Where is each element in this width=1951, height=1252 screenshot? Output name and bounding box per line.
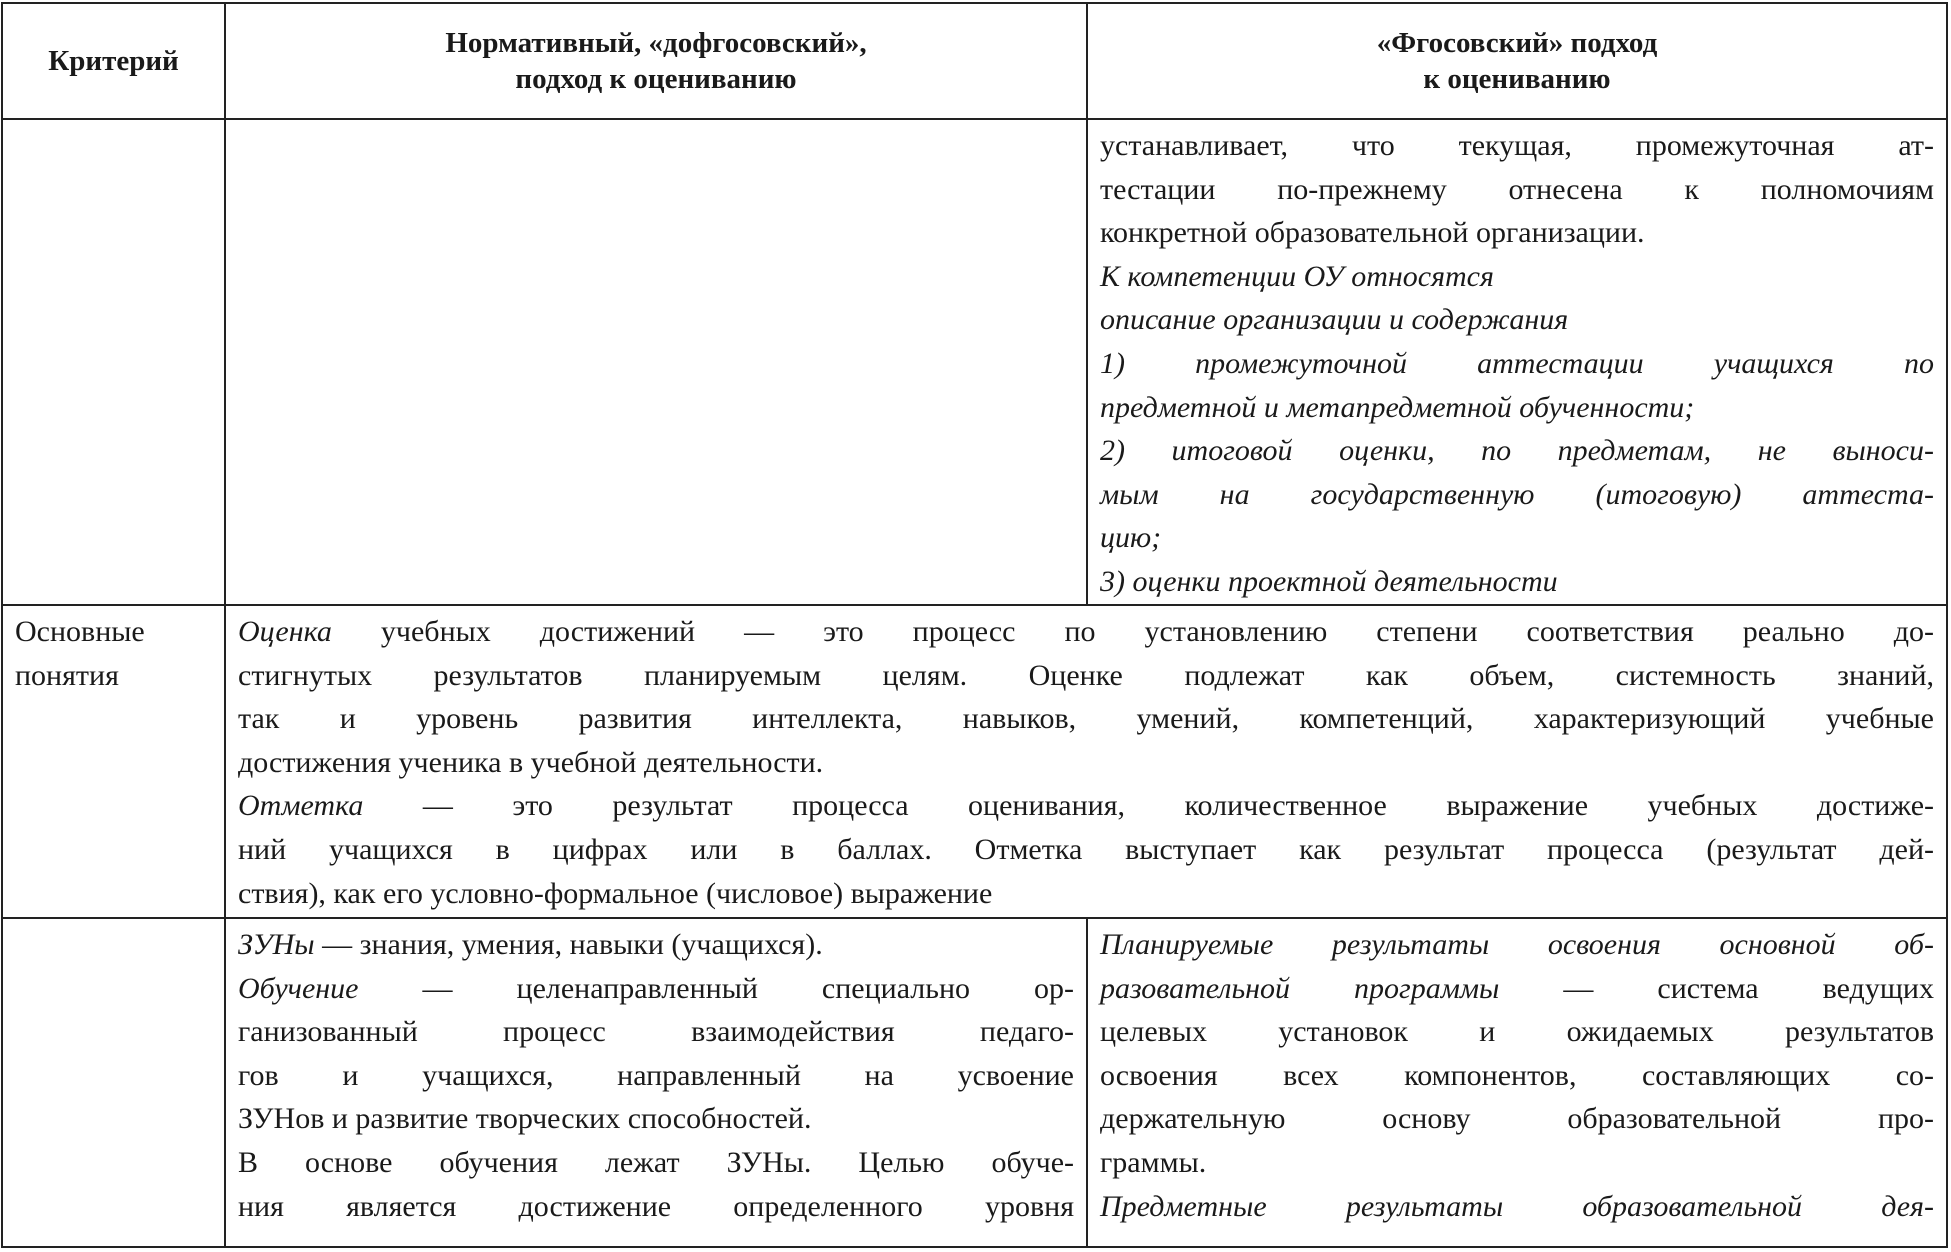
line-text: — знания, умения, навыки (учащихся).	[314, 928, 823, 961]
italic-term: описание организации и содержания	[1100, 303, 1569, 337]
line-text: конкретной образовательной организации.	[1100, 216, 1645, 250]
italic-term: Планируемые результаты освоения основной об-	[1100, 928, 1934, 961]
line-text: держательную основу образовательной про-	[1100, 1102, 1934, 1136]
text-line	[1100, 516, 1934, 560]
header-fgos-line: «Фгосовский» подход	[1376, 27, 1658, 59]
italic-term: 1) промежуточной аттестации учащихся по	[1100, 346, 1934, 380]
criterion-line: понятия	[15, 658, 119, 692]
text-line	[1100, 211, 1934, 255]
line-text: целевых установок и ожидаемых результатов	[1100, 1015, 1934, 1049]
line-text: ганизованный процесс взаимодействия педаго-	[238, 1015, 1074, 1049]
text-line	[238, 967, 1074, 1011]
text-line	[1100, 1185, 1934, 1229]
italic-term: К компетенции ОУ относятся	[1100, 259, 1494, 293]
text-line	[238, 741, 1934, 785]
row1-criterion	[3, 120, 226, 606]
line-text: тестации по-прежнему отнесена к полномочиям	[1100, 172, 1934, 206]
text-line	[1100, 1141, 1934, 1185]
italic-term: Оценка	[238, 615, 332, 648]
italic-term: 3) оценки проектной деятельности	[1100, 564, 1558, 598]
line-text: ЗУНов и развитие творческих способностей.	[238, 1102, 812, 1136]
text-line	[1100, 923, 1934, 967]
header-criterion	[3, 4, 226, 120]
line-text: — система ведущих	[1499, 971, 1934, 1005]
line-text: освоения всех компонентов, составляющих со-	[1100, 1058, 1934, 1092]
italic-term: Обучение	[238, 971, 359, 1005]
italic-term: Отметка	[238, 789, 364, 823]
text-line	[1100, 342, 1934, 386]
line-text: учебных достижений — это процесс по установлению степени соответствия реально до-	[331, 615, 1934, 648]
text-line	[238, 1141, 1074, 1185]
row3-criterion	[3, 919, 226, 1246]
text-line	[1100, 298, 1934, 342]
header-fgos-line: к оцениванию	[1423, 63, 1611, 95]
header-normative-line: подход к оцениванию	[515, 63, 797, 95]
row2-definitions	[226, 606, 1946, 919]
text-line	[1100, 1097, 1934, 1141]
comparison-table	[1, 2, 1948, 1248]
text-line	[1100, 967, 1934, 1011]
text-line	[238, 654, 1934, 698]
italic-term: предметной и метапредметной обученности;	[1100, 390, 1695, 424]
header-criterion-label: Критерий	[48, 45, 179, 77]
line-text: стигнутых результатов планируемым целям. Оценке подлежат как объем, системность знаний,	[238, 658, 1934, 692]
text-line	[238, 697, 1934, 741]
row1-normative	[226, 120, 1088, 606]
line-text: устанавливает, что текущая, промежуточная ат-	[1100, 129, 1934, 162]
text-line	[238, 923, 1074, 967]
text-line	[1100, 168, 1934, 212]
header-normative-line: Нормативный, «дофгосовский»,	[445, 27, 867, 59]
line-text: ния является достижение определенного уровня	[238, 1189, 1074, 1223]
text-line	[1100, 1010, 1934, 1054]
text-line	[238, 1054, 1074, 1098]
header-normative	[226, 4, 1088, 120]
text-line	[238, 784, 1934, 828]
text-line	[1100, 560, 1934, 604]
text-line	[1100, 255, 1934, 299]
text-line	[1100, 386, 1934, 430]
line-text: В основе обучения лежат ЗУНы. Целью обуче-	[238, 1145, 1074, 1179]
line-text: так и уровень развития интеллекта, навыков, умений, компетенций, характеризующий учебные	[238, 702, 1934, 736]
text-line	[238, 610, 1934, 654]
line-text: граммы.	[1100, 1145, 1207, 1179]
text-line	[238, 1010, 1074, 1054]
text-line	[238, 1097, 1074, 1141]
line-text: достижения ученика в учебной деятельности.	[238, 745, 824, 779]
text-line	[1100, 124, 1934, 168]
line-text: ствия), как его условно-формальное (числовое) выражение	[238, 876, 993, 910]
line-text: — целенаправленный специально ор-	[358, 971, 1074, 1005]
text-line	[1100, 1054, 1934, 1098]
line-text: гов и учащихся, направленный на усвоение	[238, 1058, 1074, 1092]
italic-term: мым на государственную (итоговую) аттеста-	[1100, 477, 1934, 511]
italic-term: разовательной программы	[1100, 971, 1500, 1005]
line-text: — это результат процесса оценивания, количественное выражение учебных достиже-	[363, 789, 1934, 823]
header-fgos	[1088, 4, 1946, 120]
italic-term: Предметные результаты образовательной дея-	[1100, 1189, 1934, 1223]
italic-term: цию;	[1100, 521, 1162, 555]
row3-normative	[226, 919, 1088, 1246]
text-line	[1100, 429, 1934, 473]
text-line	[238, 1185, 1074, 1229]
text-line	[1100, 473, 1934, 517]
row2-criterion	[3, 606, 226, 919]
row3-fgos	[1088, 919, 1946, 1246]
criterion-line: Основные	[15, 615, 145, 648]
row1-fgos	[1088, 120, 1946, 606]
italic-term: 2) итоговой оценки, по предметам, не выноси-	[1100, 434, 1934, 468]
text-line	[238, 872, 1934, 916]
line-text: ний учащихся в цифрах или в баллах. Отметка выступает как результат процесса (результат дей-	[238, 832, 1934, 866]
text-line	[238, 828, 1934, 872]
italic-term: ЗУНы	[238, 928, 315, 961]
